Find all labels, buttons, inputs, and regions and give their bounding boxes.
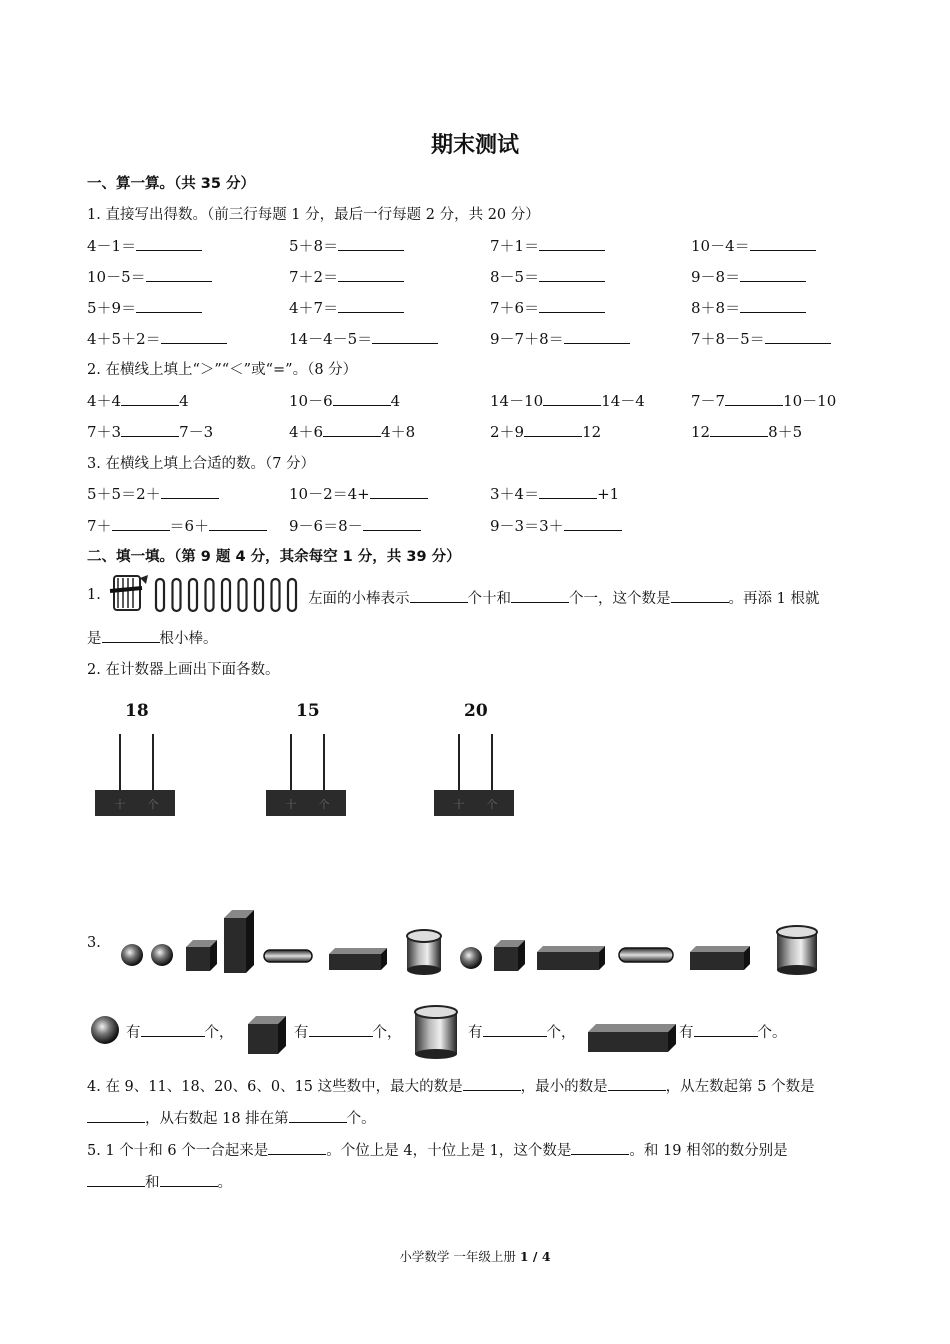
- cylinder-icon: [407, 930, 441, 975]
- comparison: 4＋6 4＋8: [289, 423, 416, 441]
- equation: 8＋8＝: [691, 297, 806, 318]
- comparison: 7－7 10－10: [691, 392, 837, 410]
- svg-text:个: 个: [147, 798, 159, 811]
- cuboid-icon: [588, 1024, 676, 1052]
- q2-3-answer-sphere: 有 个，: [126, 1021, 234, 1042]
- equation: 9－7＋8＝: [490, 328, 630, 349]
- comparison: 12 8＋5: [691, 423, 803, 441]
- q1-3-prompt: 3. 在横线上填上合适的数。（7 分）: [87, 456, 316, 472]
- counter-number: 15: [296, 701, 320, 721]
- fill-equation: 3＋4＝ +1: [490, 485, 620, 503]
- equation: 4＋5＋2＝: [87, 328, 227, 349]
- comparison: 4＋4 4: [87, 392, 189, 410]
- fill-equation: 9－6＝8－: [289, 515, 421, 536]
- cuboid-icon: [224, 910, 254, 973]
- svg-text:十: 十: [114, 798, 126, 811]
- fill-equation: 5＋5＝2＋: [87, 483, 219, 504]
- rod-cylinder-icon: [264, 950, 312, 962]
- equation: 7＋6＝: [490, 297, 605, 318]
- q2-3-answer-cube: 有 个，: [294, 1021, 402, 1042]
- svg-text:十: 十: [453, 798, 465, 811]
- q2-4-line2: ，从右数起 18 排在第 个。: [87, 1107, 376, 1128]
- cylinder-icon: [415, 1006, 457, 1059]
- sphere-icon: [91, 1016, 119, 1044]
- sphere-icon: [460, 947, 482, 969]
- q1-2-prompt: 2. 在横线上填上“＞”“＜”或“=”。（8 分）: [87, 362, 358, 378]
- q2-4-line1: 4. 在 9、11、18、20、6、0、15 这些数中，最大的数是 ，最小的数是 ，从左数起第 5 个数是: [87, 1075, 815, 1096]
- equation: 5＋8＝: [289, 235, 404, 256]
- q2-1-line2: 是 根小棒。: [87, 627, 218, 648]
- q2-5-line1: 5. 1 个十和 6 个一合起来是 。个位上是 4，十位上是 1，这个数是 。和 19 相邻的数分别是: [87, 1139, 788, 1160]
- fill-equation: 9－3＝3＋: [490, 515, 622, 536]
- section-1-heading: 一、算一算。（共 35 分）: [87, 176, 256, 192]
- rod-cylinder-icon: [619, 948, 673, 962]
- svg-text:个: 个: [318, 798, 330, 811]
- page-title: 期末测试: [430, 133, 519, 158]
- q2-3-answer-cuboid: 有 个。: [679, 1021, 787, 1042]
- svg-text:十: 十: [285, 798, 297, 811]
- equation: 4＋7＝: [289, 297, 404, 318]
- equation: 14－4－5＝: [289, 328, 438, 349]
- equation: 10－5＝: [87, 266, 212, 287]
- q2-1-line1: 左面的小棒表示 个十和 个一，这个数是 。再添 1 根就: [308, 587, 819, 608]
- cuboid-icon: [248, 1016, 286, 1054]
- cuboid-icon: [690, 946, 750, 970]
- cuboid-icon: [537, 946, 605, 970]
- equation: 10－4＝: [691, 235, 816, 256]
- q1-1-prompt: 1. 直接写出得数。（前三行每题 1 分，最后一行每题 2 分，共 20 分）: [87, 207, 540, 223]
- fill-equation: 10－2＝4+: [289, 483, 428, 504]
- equation: 8－5＝: [490, 266, 605, 287]
- equation: 4－1＝: [87, 235, 202, 256]
- comparison: 2＋9 12: [490, 423, 602, 441]
- comparison: 10－6 4: [289, 392, 401, 410]
- sphere-icon: [121, 944, 143, 966]
- q2-1-number: 1.: [87, 587, 101, 603]
- comparison: 14－10 14－4: [490, 392, 645, 410]
- cylinder-icon: [777, 926, 817, 975]
- counter-number: 18: [125, 701, 149, 721]
- cuboid-icon: [329, 948, 387, 970]
- equation: 7＋8－5＝: [691, 328, 831, 349]
- q2-2-prompt: 2. 在计数器上画出下面各数。: [87, 662, 280, 678]
- sphere-icon: [151, 944, 173, 966]
- section-2-heading: 二、填一填。（第 9 题 4 分，其余每空 1 分，共 39 分）: [87, 549, 461, 565]
- comparison: 7＋3 7－3: [87, 423, 214, 441]
- counter-number: 20: [464, 701, 488, 721]
- q2-5-line2: 和 。: [87, 1171, 232, 1192]
- cuboid-icon: [186, 940, 217, 971]
- equation: 7＋2＝: [289, 266, 404, 287]
- equation: 5＋9＝: [87, 297, 202, 318]
- q2-3-number: 3.: [87, 935, 101, 951]
- equation: 9－8＝: [691, 266, 806, 287]
- equation: 7＋1＝: [490, 235, 605, 256]
- cuboid-icon: [494, 940, 525, 971]
- fill-equation: 7＋ ＝6＋: [87, 515, 267, 536]
- page-footer: 小学数学 一年级上册 1 / 4: [399, 1249, 551, 1264]
- svg-text:个: 个: [486, 798, 498, 811]
- q2-3-answer-cylinder: 有 个，: [468, 1021, 576, 1042]
